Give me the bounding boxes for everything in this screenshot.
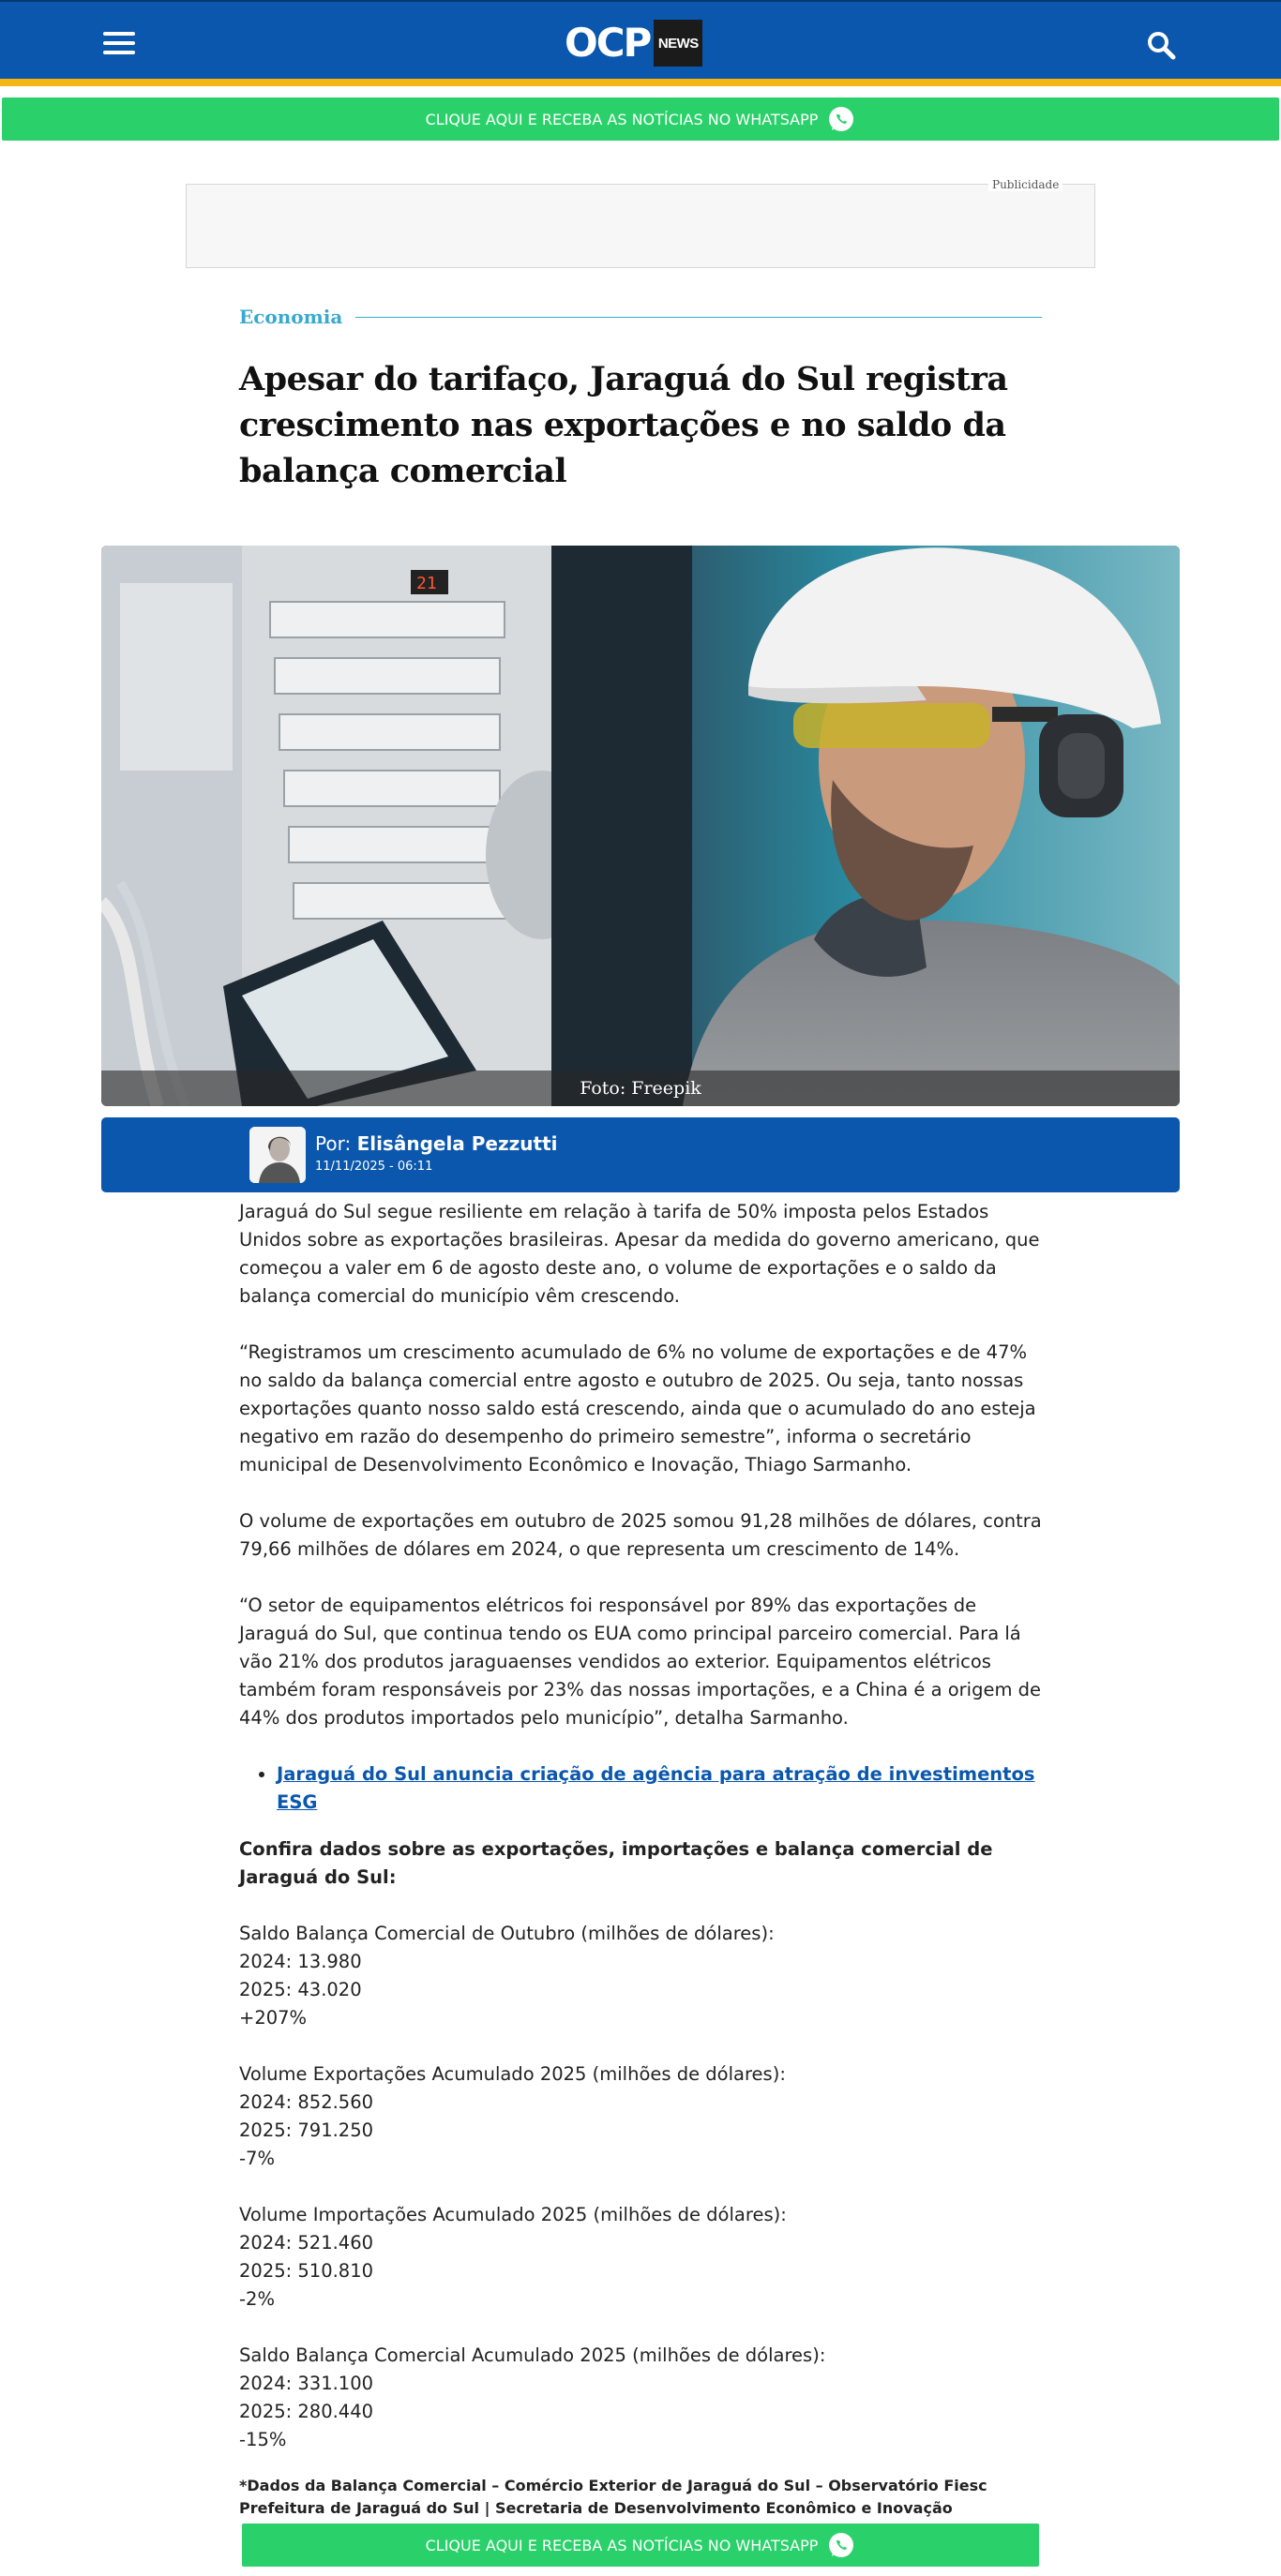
article-title: Apesar do tarifaço, Jaraguá do Sul registra crescimento nas exportações e no saldo da balança comercial	[239, 360, 1008, 490]
data-block-2025: 2025: 280.440	[239, 2401, 374, 2422]
related-article-link[interactable]: Jaraguá do Sul anuncia criação de agência para atração de investimentos ESG	[277, 1763, 1035, 1813]
data-block-2024: 2024: 521.460	[239, 2232, 374, 2254]
article-paragraph: “Registramos um crescimento acumulado de 6% no volume de exportações e de 47% no saldo da balança comercial entre agosto e outubro de 2025. Ou seja, tanto nossas exportações quanto nosso saldo está crescendo, ainda que o acumulado do ano esteja negativo em razão do desempenho do primeiro semestre”, informa o secretário municipal de Desenvolvimento Econômico e Inovação, Thiago Sarmanho.	[239, 1341, 1036, 1475]
logo-badge: NEWS	[654, 20, 702, 67]
data-block-2025: 2025: 510.810	[239, 2260, 374, 2282]
data-block-2025: 2025: 43.020	[239, 1979, 362, 2000]
logo-text: OCP	[565, 20, 651, 66]
article-body	[239, 1198, 1046, 2520]
whatsapp-icon	[827, 105, 855, 133]
author-avatar	[249, 1127, 306, 1183]
related-item	[277, 1760, 1046, 1817]
data-block-change: -2%	[239, 2288, 275, 2310]
article-paragraph: “O setor de equipamentos elétricos foi responsável por 89% das exportações de Jaraguá do Sul, que continua tendo os EUA como principal parceiro comercial. Para lá vão 21% dos produtos jaraguaenses vendidos ao exterior. Equipamentos elétricos também foram responsáveis por 23% das nossas importações, e a China é a origem de 44% dos produtos importados pelo município”, detalha Sarmanho.	[239, 1595, 1042, 1729]
data-block-title: Saldo Balança Comercial de Outubro (milhões de dólares):	[239, 1923, 775, 1944]
ad-label: Publicidade	[988, 178, 1062, 191]
svg-text:21: 21	[416, 574, 437, 593]
source-line: Prefeitura de Jaraguá do Sul | Secretaria de Desenvolvimento Econômico e Inovação	[239, 2499, 953, 2517]
data-block-title: Saldo Balança Comercial Acumulado 2025 (milhões de dólares):	[239, 2344, 826, 2366]
category-row	[239, 306, 1042, 328]
hamburger-menu-icon[interactable]	[103, 32, 135, 58]
data-block-change: -7%	[239, 2148, 275, 2169]
related-list	[277, 1760, 1046, 1817]
category-link[interactable]: Economia	[239, 306, 343, 328]
whatsapp-banner-label: CLIQUE AQUI E RECEBA AS NOTÍCIAS NO WHATSAPP	[425, 110, 819, 128]
category-divider	[355, 317, 1042, 318]
article-paragraph: O volume de exportações em outubro de 2025 somou 91,28 milhões de dólares, contra 79,66 milhões de dólares em 2024, o que representa um crescimento de 14%.	[239, 1510, 1042, 1560]
photo-illustration	[101, 546, 1180, 1106]
data-block-title: Volume Importações Acumulado 2025 (milhões de dólares):	[239, 2204, 787, 2225]
site-logo[interactable]	[565, 19, 702, 67]
source-line: *Dados da Balança Comercial – Comércio Exterior de Jaraguá do Sul – Observatório Fiesc	[239, 2477, 987, 2494]
data-block-2024: 2024: 13.980	[239, 1951, 362, 1972]
author-bar	[101, 1117, 1180, 1192]
whatsapp-icon	[827, 2531, 855, 2559]
data-block-title: Volume Exportações Acumulado 2025 (milhões de dólares):	[239, 2063, 786, 2085]
photo-caption: Foto: Freepik	[101, 1071, 1180, 1106]
article-photo	[101, 546, 1180, 1106]
data-block-change: -15%	[239, 2429, 287, 2450]
author-prefix: Por:	[315, 1132, 352, 1155]
site-header	[0, 0, 1281, 86]
data-block-2024: 2024: 852.560	[239, 2091, 374, 2113]
data-intro: Confira dados sobre as exportações, importações e balança comercial de Jaraguá do Sul:	[239, 1838, 993, 1888]
publish-date: 11/11/2025 - 06:11	[315, 1160, 433, 1174]
author-name[interactable]: Elisângela Pezzutti	[356, 1132, 558, 1155]
whatsapp-banner-top[interactable]	[2, 97, 1279, 141]
ad-slot	[186, 184, 1095, 268]
data-block-change: +207%	[239, 2007, 308, 2029]
data-block-2025: 2025: 791.250	[239, 2119, 374, 2141]
search-icon[interactable]	[1146, 30, 1176, 60]
whatsapp-banner-bottom[interactable]	[242, 2524, 1039, 2567]
whatsapp-banner-label: CLIQUE AQUI E RECEBA AS NOTÍCIAS NO WHATSAPP	[425, 2536, 819, 2554]
author-byline	[315, 1132, 558, 1155]
data-block-2024: 2024: 331.100	[239, 2373, 374, 2394]
article-paragraph: Jaraguá do Sul segue resiliente em relação à tarifa de 50% imposta pelos Estados Unidos sobre as exportações brasileiras. Apesar da medida do governo americano, que começou a valer em 6 de agosto deste ano, o volume de exportações e o saldo da balança comercial do município vêm crescendo.	[239, 1201, 1040, 1307]
